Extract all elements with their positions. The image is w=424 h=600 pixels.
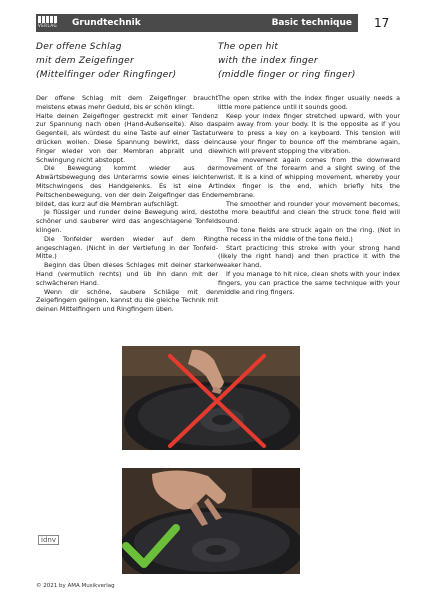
handpan-photo-1: [122, 346, 300, 450]
idnv-badge: idnv: [38, 535, 59, 545]
english-paragraph: The open strike with the index finger usually needs a little more patience until it sounds good.: [218, 94, 400, 111]
german-paragraph: Je flüssiger und runder deine Bewegung wird, desto schöner und sauberer wird das angeschlagene Tonfeld klingen.: [36, 208, 218, 234]
english-heading-line: (middle finger or ring finger): [218, 70, 356, 80]
publisher-logo: [38, 16, 62, 30]
header-section-german: Grundtechnik: [72, 18, 141, 28]
english-heading: [218, 40, 398, 82]
handpan-photo-2: [122, 468, 300, 574]
english-paragraph: If you manage to hit nice, clean shots with your index fingers, you can practice the same technique with your middle and ring fingers.: [218, 269, 400, 296]
english-paragraph: Start practicing this stroke with your strong hand (likely the right hand) and then practice it with the weaker hand.: [218, 243, 400, 270]
english-paragraph: The tone fields are struck again on the ring. (Not in the recess in the middle of the tone field.): [218, 225, 400, 243]
german-heading-line: (Mittelfinger oder Ringfinger): [36, 70, 177, 80]
english-heading-line: The open hit: [218, 42, 279, 52]
english-paragraph: Keep your index finger stretched upward, with your palm away from your body. It is the opposite as if you were to press a key on a keyboard. This tension will cause your finger to bounce off the membrane again, which will prevent stopping the vibration.: [218, 111, 400, 155]
german-paragraph: Die Tonfelder werden wieder auf dem Ring angeschlagen. (Nicht in der Vertiefung in der Tonfeld-Mitte.): [36, 234, 218, 261]
german-paragraph: Wenn dir schöne, saubere Schläge mit den Zeigefingern gelingen, kannst du die gleiche Technik mit deinen Mittelfingern und Ringfingern üben.: [36, 287, 218, 314]
english-text-column: [218, 94, 400, 296]
german-heading-line: mit dem Zeigefinger: [36, 56, 135, 66]
german-paragraph: Halte deinen Zeigefinger gestreckt mit einer Tendenz zur Spannung nach oben (Hand-Außenseite). Also das Gegenteil, als würdest du eine Taste auf einer Tastatur drücken wollen. Diese Spannung bewirkt, dass dein Finger wieder von der Membran abprallt und die Schwingung nicht abstoppt.: [36, 111, 218, 164]
english-paragraph: The smoother and rounder your movement becomes, the more beautiful and clean the struck tone field will sound.: [218, 199, 400, 226]
logo-text: VERLAG: [38, 23, 58, 28]
english-heading-line: with the index finger: [218, 56, 318, 66]
copyright-footer: © 2021 by AMA Musikverlag: [36, 583, 115, 589]
page-number: 17: [374, 16, 390, 30]
header-section-english: Basic technique: [271, 18, 352, 28]
german-heading-line: Der offene Schlag: [36, 42, 122, 52]
german-paragraph: Die Bewegung kommt wieder aus der Abwärtsbewegung des Unterarms sowie eines leichten Mitschwingens des Handgelenks. Es ist eine Art Peitschenbewegung, von der dein Zeigefinger das Ende bildet, das kurz auf die Membran aufschlägt.: [36, 164, 218, 208]
english-paragraph: The movement again comes from the downward movement of the forearm and a slight swing of the wrist. It is a kind of whipping movement, whereby your index finger is the end, which briefly hits the membrane.: [218, 155, 400, 199]
german-text-column: [36, 94, 218, 314]
german-paragraph: Der offene Schlag mit dem Zeigefinger braucht meistens etwas mehr Geduld, bis er schön klingt.: [36, 94, 218, 111]
photo-incorrect-technique: [122, 346, 300, 450]
photo-correct-technique: [122, 468, 300, 574]
german-paragraph: Beginn das Üben dieses Schlages mit deiner starken Hand (vermutlich rechts) und üb ihn dann mit der schwächeren Hand.: [36, 261, 218, 287]
german-heading: [36, 40, 216, 82]
